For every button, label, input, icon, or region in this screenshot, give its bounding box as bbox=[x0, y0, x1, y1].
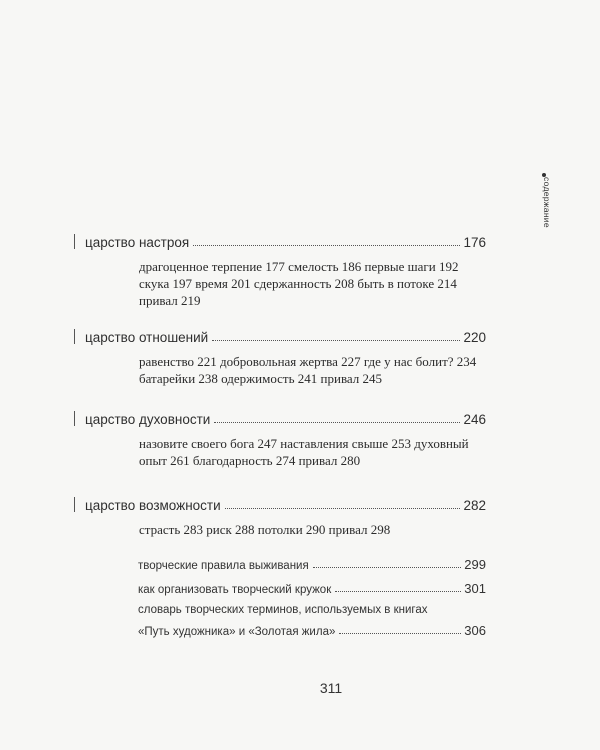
dot-leader bbox=[212, 340, 460, 341]
extra-title-line1: словарь творческих терминов, используемых в книгах bbox=[138, 604, 428, 616]
toc-extra-glossary bbox=[138, 604, 486, 638]
extra-title: как организовать творческий кружок bbox=[138, 584, 332, 596]
running-head-vertical bbox=[542, 170, 562, 290]
section-marker bbox=[74, 329, 75, 344]
toc-section-heading bbox=[74, 495, 486, 513]
extra-page: 299 bbox=[464, 557, 486, 572]
section-entries bbox=[139, 353, 479, 387]
dot-leader bbox=[225, 508, 461, 509]
entry-line: скука 197 время 201 сдержанность 208 быть в потоке 214 bbox=[139, 276, 457, 291]
section-title: царство настроя bbox=[85, 235, 190, 250]
section-title: царство возможности bbox=[85, 498, 221, 513]
section-page: 220 bbox=[463, 330, 486, 345]
extra-title: творческие правила выживания bbox=[138, 560, 309, 572]
section-page: 176 bbox=[463, 235, 486, 250]
section-marker bbox=[74, 411, 75, 426]
section-entries bbox=[139, 258, 479, 309]
extra-row bbox=[138, 622, 486, 638]
entry-line: назовите своего бога 247 наставления свыше 253 духовный bbox=[139, 436, 469, 451]
section-entries bbox=[139, 435, 479, 469]
toc-section-spirituality bbox=[74, 409, 486, 469]
section-entries bbox=[139, 521, 479, 538]
extra-row bbox=[138, 580, 486, 596]
section-title: царство духовности bbox=[85, 412, 211, 427]
entry-line: равенство 221 добровольная жертва 227 где у нас болит? 234 bbox=[139, 354, 477, 369]
section-title: царство отношений bbox=[85, 330, 209, 345]
section-page: 246 bbox=[463, 412, 486, 427]
entry-line: привал 219 bbox=[139, 293, 201, 308]
extra-page: 306 bbox=[464, 623, 486, 638]
extra-page: 301 bbox=[464, 581, 486, 596]
entry-line: страсть 283 риск 288 потолки 290 привал 298 bbox=[139, 522, 391, 537]
dot-leader bbox=[335, 591, 461, 592]
entry-line: батарейки 238 одержимость 241 привал 245 bbox=[139, 371, 383, 386]
section-marker bbox=[74, 497, 75, 512]
toc-section-heading bbox=[74, 327, 486, 345]
toc-section-relations bbox=[74, 327, 486, 387]
toc-extra-creative-circle bbox=[138, 580, 486, 596]
extra-title-line2: «Путь художника» и «Золотая жила» bbox=[138, 626, 336, 638]
dot-leader bbox=[339, 633, 461, 634]
toc-section-possibility bbox=[74, 495, 486, 538]
running-head-text: содержание bbox=[542, 177, 552, 228]
toc-section-mood bbox=[74, 232, 486, 309]
section-marker bbox=[74, 234, 75, 249]
dot-leader bbox=[313, 567, 462, 568]
page-number: 311 bbox=[319, 680, 343, 696]
entry-line: драгоценное терпение 177 смелость 186 первые шаги 192 bbox=[139, 259, 459, 274]
toc-section-heading bbox=[74, 232, 486, 250]
extra-row bbox=[138, 556, 486, 572]
section-page: 282 bbox=[463, 498, 486, 513]
toc-section-heading bbox=[74, 409, 486, 427]
dot-leader bbox=[214, 422, 460, 423]
entry-line: опыт 261 благодарность 274 привал 280 bbox=[139, 453, 361, 468]
toc-extra-survival-rules bbox=[138, 556, 486, 572]
dot-leader bbox=[193, 245, 460, 246]
